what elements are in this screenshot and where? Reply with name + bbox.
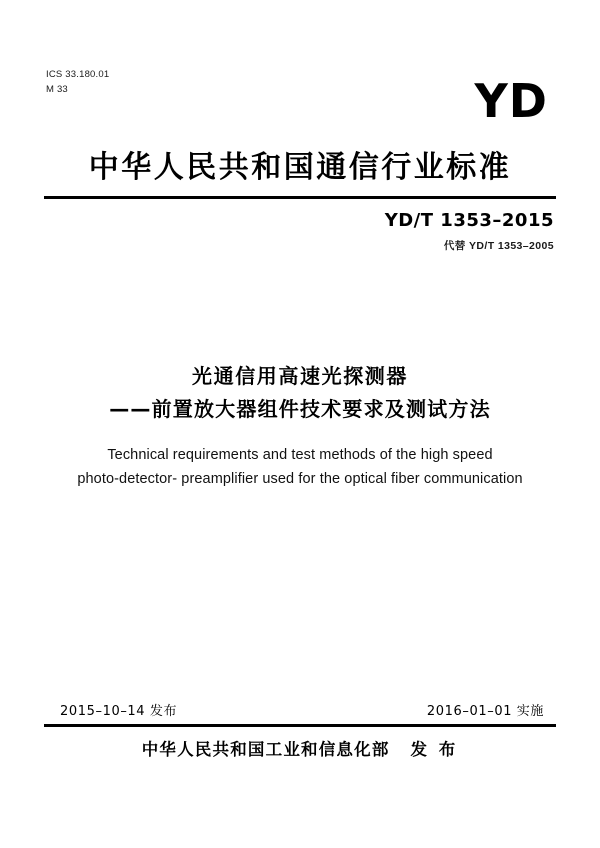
yd-logo: YD (474, 74, 548, 128)
standard-number: YD/T 1353–2015 (384, 210, 554, 231)
title-english-line1: Technical requirements and test methods of the high speed (107, 447, 493, 463)
divider-top (44, 196, 556, 199)
title-english-line2: photo-detector- preamplifier used for the optical fiber communication (77, 470, 523, 487)
ics-code: ICS 33.180.01 (46, 69, 110, 80)
publisher-suffix: 发 布 (410, 740, 459, 759)
divider-bottom (44, 724, 556, 727)
series-title: 中华人民共和国通信行业标准 (88, 150, 512, 185)
category-code: M 33 (46, 83, 68, 95)
classification-codes (46, 68, 109, 97)
standard-number-block (385, 210, 554, 253)
document-titles (36, 362, 564, 492)
standard-replaces: 代替 YD/T 1353–2005 (443, 240, 554, 252)
publisher-name: 中华人民共和国工业和信息化部 (141, 740, 390, 759)
issue-date: 2015–10–14 发布 (60, 704, 178, 719)
title-english (36, 444, 564, 492)
publisher-row (0, 736, 600, 760)
title-chinese-line1: 光通信用高速光探测器 (192, 364, 408, 388)
effective-date: 2016–01–01 实施 (426, 704, 544, 719)
title-chinese-line2: ——前置放大器组件技术要求及测试方法 (109, 397, 491, 421)
dates-row (60, 700, 544, 719)
